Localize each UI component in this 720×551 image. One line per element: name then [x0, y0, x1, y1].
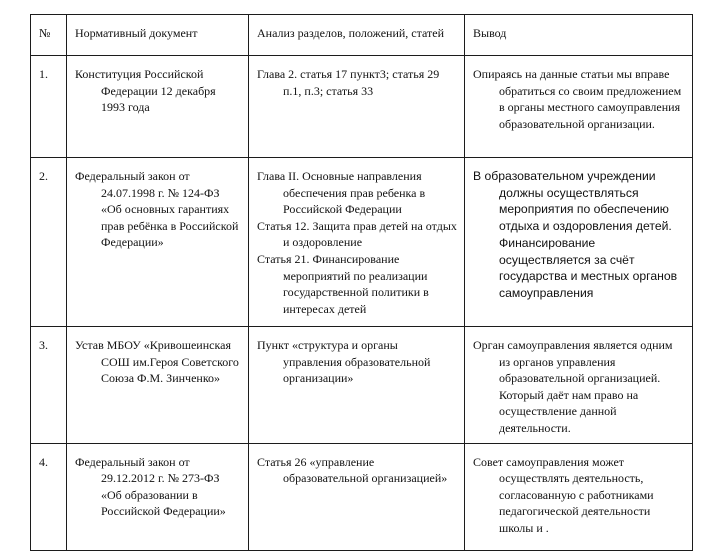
table-row: [31, 443, 693, 550]
row-analysis: [249, 158, 465, 327]
table-row: [31, 327, 693, 444]
header-analysis: Анализ разделов, положений, статей: [249, 15, 465, 56]
row-document: Устав МБОУ «Кривошеинская СОШ им.Героя Советского Союза Ф.М. Зинченко»: [67, 327, 249, 444]
row-num: 1.: [31, 56, 67, 158]
analysis-line: Статья 12. Защита прав детей на отдых и оздоровление: [257, 218, 457, 250]
header-num: №: [31, 15, 67, 56]
row-conclusion: Орган самоуправления является одним из органов управления образовательной организацией. Который даёт нам право на осуществление данной деятельности.: [465, 327, 693, 444]
row-analysis: Глава 2. статья 17 пункт3; статья 29 п.1, п.3; статья 33: [249, 56, 465, 158]
normative-documents-table: [30, 14, 693, 551]
table-row: [31, 56, 693, 158]
row-analysis: Статья 26 «управление образовательной организацией»: [249, 443, 465, 550]
row-num: 3.: [31, 327, 67, 444]
row-num: 2.: [31, 158, 67, 327]
row-conclusion: Опираясь на данные статьи мы вправе обратиться со своим предложением в органы местного самоуправления образовательной организации.: [465, 56, 693, 158]
header-conclusion: Вывод: [465, 15, 693, 56]
row-analysis: Пункт «структура и органы управления образовательной организации»: [249, 327, 465, 444]
row-num: 4.: [31, 443, 67, 550]
table-header-row: [31, 15, 693, 56]
header-document: Нормативный документ: [67, 15, 249, 56]
row-document: Федеральный закон от 29.12.2012 г. № 273-ФЗ «Об образовании в Российской Федерации»: [67, 443, 249, 550]
row-conclusion: Совет самоуправления может осуществлять деятельность, согласованную с работниками педагогической деятельности школы и .: [465, 443, 693, 550]
row-conclusion: В образовательном учреждении должны осуществляться мероприятия по обеспечению отдыха и оздоровления детей. Финансирование осуществляется за счёт государства и местных органов самоуправления: [465, 158, 693, 327]
analysis-line: Глава II. Основные направления обеспечения прав ребенка в Российской Федерации: [257, 169, 426, 217]
table-row: [31, 158, 693, 327]
row-document: Конституция Российской Федерации 12 декабря 1993 года: [67, 56, 249, 158]
row-document: Федеральный закон от 24.07.1998 г. № 124-ФЗ «Об основных гарантиях прав ребёнка в Российской Федерации»: [67, 158, 249, 327]
analysis-line: Статья 21. Финансирование мероприятий по реализации государственной политики в интересах детей: [257, 251, 429, 316]
